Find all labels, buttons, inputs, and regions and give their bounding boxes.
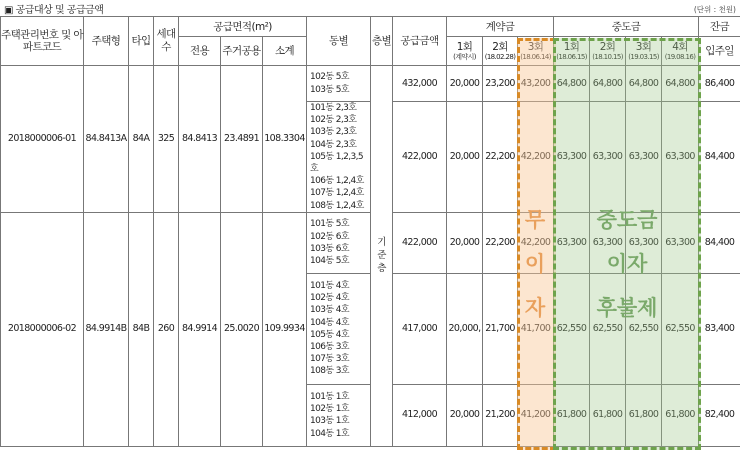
overlay-text: 후불제 [596,296,658,320]
cell-m2: 64,800 [590,66,626,102]
cell-price: 412,000 [393,384,447,446]
header-c2: 2회 (18.02.28) [483,37,518,66]
cell-m3: 62,550 [626,273,662,384]
cell-m1: 63,300 [554,212,590,273]
dong-line: 105동 4호 [310,329,349,340]
overlay-text: 이자 [606,252,648,276]
cell-price: 422,000 [393,212,447,273]
cell-c2: 21,200 [483,384,518,446]
cell-dong [307,384,371,446]
cell-bal: 83,400 [699,273,740,384]
cell-units: 260 [154,212,179,446]
cell-m2: 61,800 [590,384,626,446]
cell-c2: 23,200 [483,66,518,102]
dong-line: 103동 4호 [310,305,349,316]
cell-c3: 42,200 [518,102,554,213]
dong-line: 101동 5호 [310,219,349,230]
cell-c1: 20,000 [447,102,483,213]
cell-c1: 20,000 [447,66,483,102]
cell-bal: 84,400 [699,102,740,213]
unit-label: (단위 : 천원) [693,5,736,14]
cell-m2: 62,550 [590,273,626,384]
dong-line: 102동 4호 [310,293,349,304]
cell-m2: 63,300 [590,102,626,213]
dong-line: 102동 2,3호 [310,115,357,126]
cell-dong [307,212,371,273]
cell-type: 84B [129,212,154,446]
header-row [1,17,740,37]
cell-bal: 84,400 [699,212,740,273]
header-area-total: 소계 [263,37,307,66]
dong-line: 107동 3호 [310,354,349,365]
cell-c1: 20,000 [447,384,483,446]
header-contract: 계약금 [447,17,554,37]
dong-line: 104동 1호 [310,428,349,439]
cell-m4: 63,300 [662,212,699,273]
dong-line: 101동 2,3호 [310,103,357,113]
header-dong: 동별 [307,17,371,66]
cell-price: 422,000 [393,102,447,213]
cell-m2: 63,300 [590,212,626,273]
dong-line: 108동 1,2,4호 [310,200,364,211]
cell-c3: 41,700 [518,273,554,384]
cell-c2: 22,200 [483,102,518,213]
header-units: 세대수 [154,17,179,66]
cell-area-excl: 84.8413 [179,66,221,213]
cell-c3: 43,200 [518,66,554,102]
dong-line: 106동 3호 [310,342,349,353]
dong-line: 101동 1호 [310,391,349,402]
dong-line: 102동 6호 [310,231,349,242]
cell-dong [307,66,371,102]
dong-line: 104동 2,3호 [310,139,357,150]
cell-type-name: 84.8413A [84,66,129,213]
cell-dong [307,102,371,213]
header-area-common: 주거공용 [221,37,263,66]
dong-line: 102동 5호 [310,72,349,83]
dong-line: 103동 1호 [310,416,349,427]
cell-m1: 63,300 [554,102,590,213]
cell-m1: 62,550 [554,273,590,384]
header-price: 공급금액 [393,17,447,66]
dong-line: 102동 1호 [310,404,349,415]
cell-c3: 42,200 [518,212,554,273]
cell-area-common: 23.4891 [221,66,263,213]
header-middle: 중도금 [554,17,699,37]
cell-m3: 61,800 [626,384,662,446]
section-title: ▣ 공급대상 및 공급금액 [4,5,104,16]
cell-m4: 62,550 [662,273,699,384]
header-type: 타입 [129,17,154,66]
cell-m1: 61,800 [554,384,590,446]
cell-code: 2018000006-02 [1,212,84,446]
header-m4: 4회 (19.08.16) [662,37,699,66]
header-m2: 2회 (18.10.15) [590,37,626,66]
cell-c1: 20,000, [447,273,483,384]
dong-line: 103동 2,3호 [310,127,357,138]
cell-area-total: 109.9934 [263,212,307,446]
cell-m3: 63,300 [626,212,662,273]
cell-units: 325 [154,66,179,213]
cell-m4: 64,800 [662,66,699,102]
cell-dong [307,273,371,384]
dong-line: 103동 5호 [310,84,349,95]
header-balance: 잔금 [699,17,740,37]
cell-m4: 63,300 [662,102,699,213]
dong-line: 107동 1,2,4호 [310,188,364,199]
cell-c2: 21,700 [483,273,518,384]
cell-code: 2018000006-01 [1,66,84,213]
cell-price: 432,000 [393,66,447,102]
header-m1: 1회 (18.06.15) [554,37,590,66]
header-move-in: 입주일 [699,37,740,66]
overlay-text: 이 [524,252,546,276]
header-area-excl: 전용 [179,37,221,66]
cell-type: 84A [129,66,154,213]
cell-m1: 64,800 [554,66,590,102]
cell-m3: 63,300 [626,102,662,213]
cell-c3: 41,200 [518,384,554,446]
dong-line: 103동 6호 [310,243,349,254]
cell-type-name: 84.9914B [84,212,129,446]
cell-bal: 82,400 [699,384,740,446]
cell-floor: 기준층 [371,66,393,447]
dong-line: 104동 5호 [310,256,349,267]
dong-line: 101동 4호 [310,281,349,292]
header-c1: 1회 (계약시) [447,37,483,66]
cell-area-excl: 84.9914 [179,212,221,446]
cell-area-total: 108.3304 [263,66,307,213]
dong-line: 108동 3호 [310,366,349,377]
overlay-text: 자 [524,296,546,320]
header-area: 공급면적(m²) [179,17,307,37]
header-code: 주택관리번호 및 아파트코드 [1,17,84,66]
cell-bal: 86,400 [699,66,740,102]
dong-line: 104동 4호 [310,317,349,328]
cell-c2: 22,200 [483,212,518,273]
dong-line: 105동 1,2,3,5호 [310,151,364,175]
overlay-text: 무 [524,208,546,232]
cell-m3: 64,800 [626,66,662,102]
cell-area-common: 25.0020 [221,212,263,446]
table-row [1,66,740,102]
dong-line: 106동 1,2,4호 [310,176,364,187]
header-type-name: 주택형 [84,17,129,66]
header-m3: 3회 (19.03.15) [626,37,662,66]
cell-m4: 61,800 [662,384,699,446]
header-floor: 층별 [371,17,393,66]
header-c3: 3회 (18.06.14) [518,37,554,66]
cell-price: 417,000 [393,273,447,384]
cell-c1: 20,000 [447,212,483,273]
overlay-text: 중도금 [596,208,658,232]
